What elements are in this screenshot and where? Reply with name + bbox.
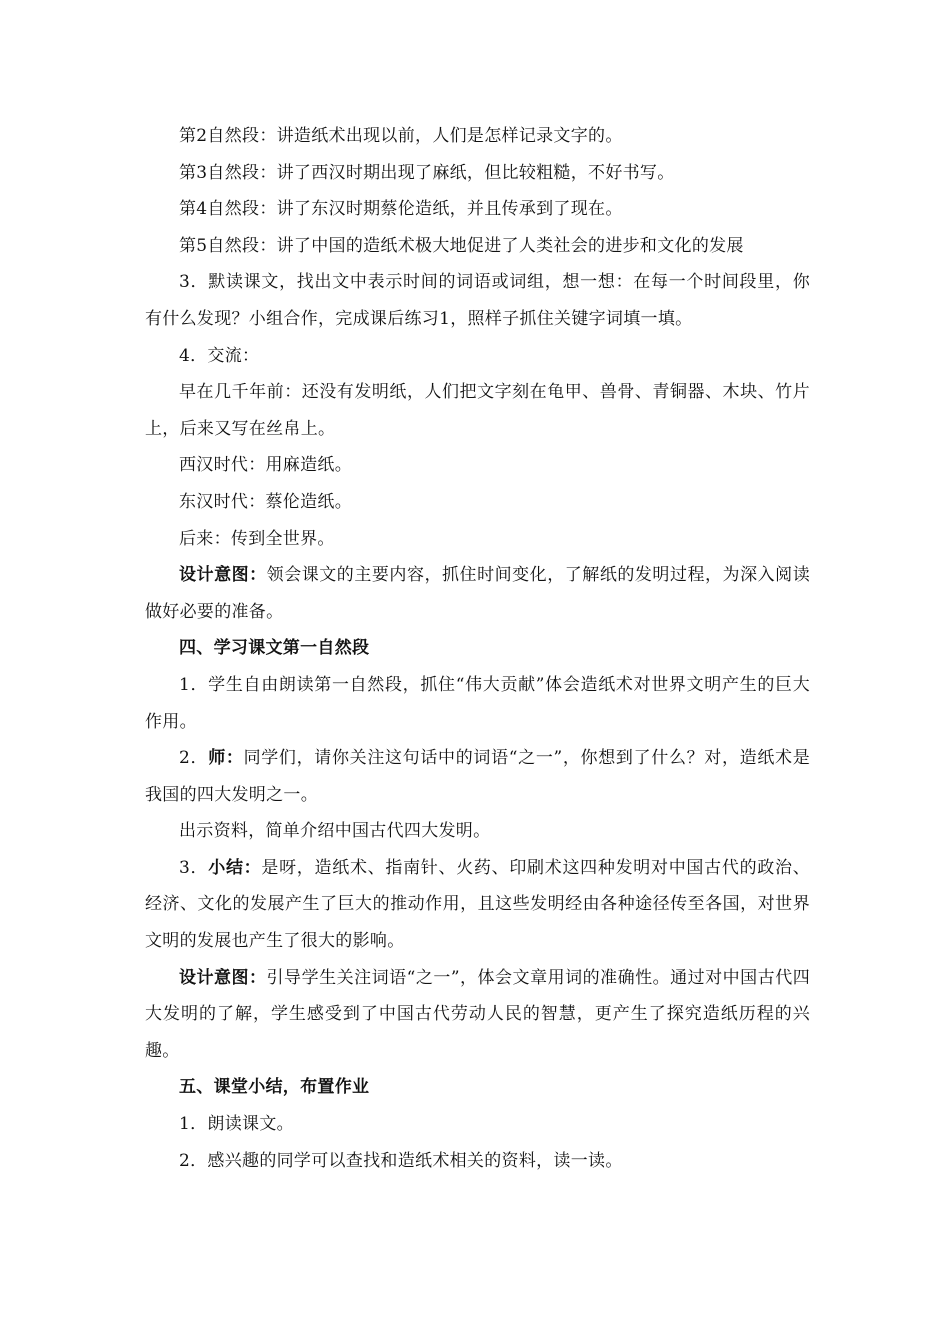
paragraph-2-summary: 第2自然段：讲造纸术出现以前，人们是怎样记录文字的。 [179,126,623,146]
design-intent-text: 领会课文的主要内容，抓住时间变化，了解纸的发明过程，为深入阅读做好必要的准备。 [145,565,810,622]
paragraph-5-summary: 第5自然段：讲了中国的造纸术极大地促进了人类社会的进步和文化的发展 [179,235,744,256]
lesson-plan-body [145,118,810,1179]
design-intent-label: 设计意图： [179,565,267,586]
section-4-item-2 [145,740,810,813]
timeline-xihan: 西汉时代：用麻造纸。 [179,455,352,476]
section-4-heading: 四、学习课文第一自然段 [179,638,370,659]
paragraph-3-summary: 第3自然段：讲了西汉时期出现了麻纸，但比较粗糙，不好书写。 [179,162,675,183]
paragraph-4-summary: 第4自然段：讲了东汉时期蔡伦造纸，并且传承到了现在。 [179,199,623,220]
section-4-item-3 [145,850,810,960]
timeline-early: 早在几千年前：还没有发明纸，人们把文字刻在龟甲、兽骨、青铜器、木块、竹片上，后来又写在丝帛上。 [145,382,810,439]
design-intent-text: 引导学生关注词语“之一”，体会文章用词的准确性。通过对中国古代四大发明的了解，学生感受到了中国古代劳动人民的智慧，更产生了探究造纸历程的兴趣。 [145,967,810,1061]
item-number: 2． [179,748,209,769]
section-5-item-2: 2．感兴趣的同学可以查找和造纸术相关的资料，读一读。 [179,1150,623,1171]
summary-label: 小结： [208,857,262,878]
teacher-label: 师： [208,748,244,769]
section-4-show-material: 出示资料，简单介绍中国古代四大发明。 [179,821,491,842]
timeline-later: 后来：传到全世界。 [179,528,335,549]
item-text: 同学们，请你关注这句话中的词语“之一”，你想到了什么？对，造纸术是我国的四大发明之一。 [145,748,811,805]
section-4-item-1: 1．学生自由朗读第一自然段，抓住“伟大贡献”体会造纸术对世界文明产生的巨大作用。 [145,674,810,732]
section-5-item-1: 1．朗读课文。 [179,1114,294,1135]
timeline-donghan: 东汉时代：蔡伦造纸。 [179,491,352,512]
step-4-instruction: 4．交流： [179,345,260,366]
step-3-instruction: 3．默读课文，找出文中表示时间的词语或词组，想一想：在每一个时间段里，你有什么发现？小组合作，完成课后练习1，照样子抓住关键字词填一填。 [145,272,810,329]
item-number: 3． [179,857,209,878]
design-intent-label: 设计意图： [179,967,267,988]
design-intent-1 [145,557,810,630]
design-intent-2 [145,960,810,1070]
item-text: 是呀，造纸术、指南针、火药、印刷术这四种发明对中国古代的政治、经济、文化的发展产生了巨大的推动作用，且这些发明经由各种途径传至各国，对世界文明的发展也产生了很大的影响。 [145,857,810,952]
section-5-heading: 五、课堂小结，布置作业 [179,1077,370,1098]
